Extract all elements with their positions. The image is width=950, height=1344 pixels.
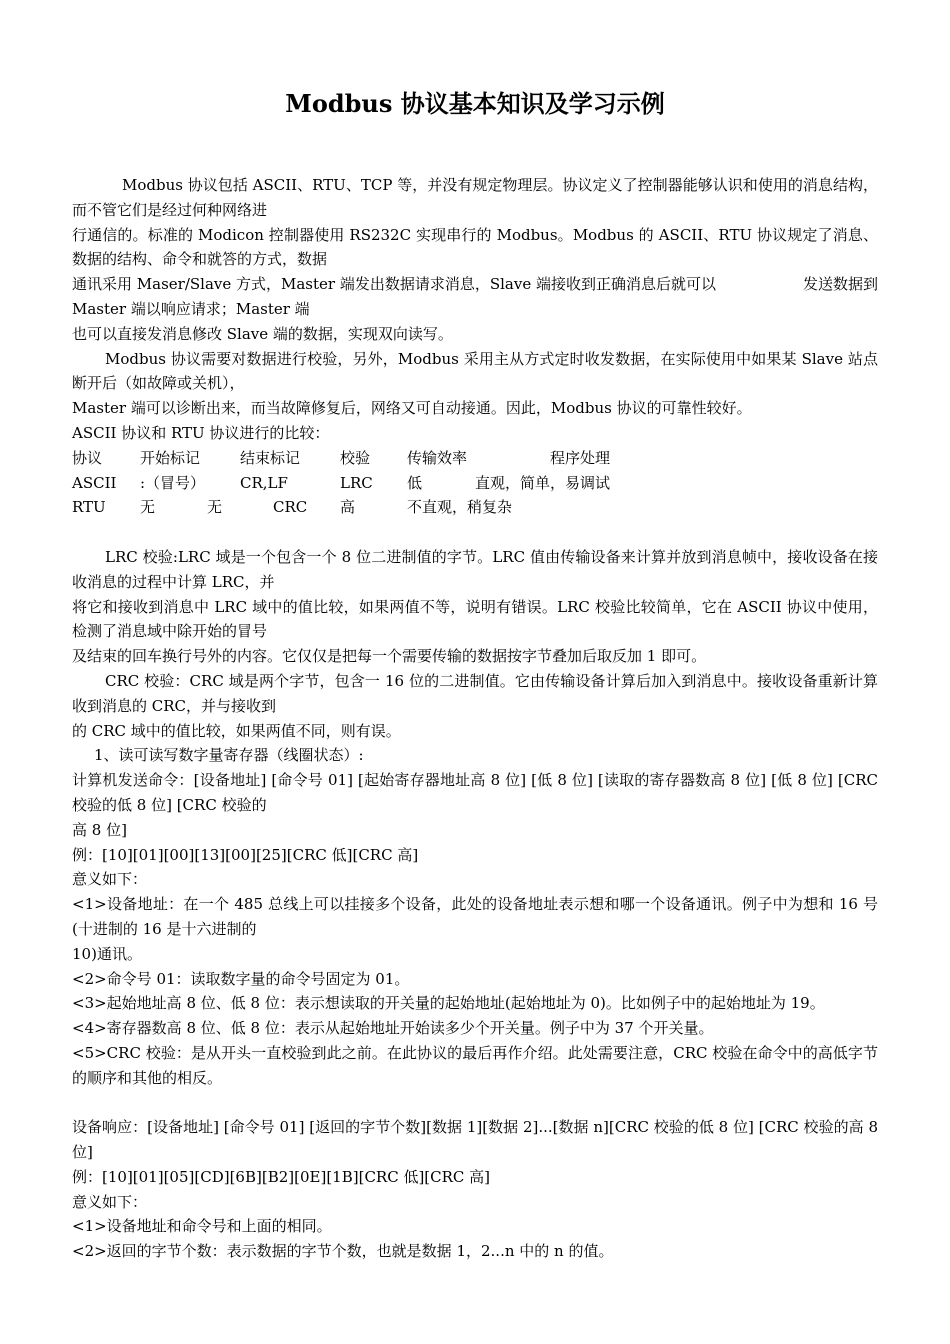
table-header-row bbox=[72, 446, 878, 471]
page-title: Modbus 协议基本知识及学习示例 bbox=[285, 89, 665, 118]
table-header-cell: 程序处理 bbox=[550, 448, 611, 467]
table-header-cell: 结束标记 bbox=[240, 448, 301, 467]
table-header-cell: 开始标记 bbox=[140, 448, 201, 467]
paragraph: Master 端可以诊断出来，而当故障修复后，网络又可自动接通。因此，Modbus 协议的可靠性较好。 bbox=[72, 399, 752, 418]
paragraph-text: 发送数据到 bbox=[802, 275, 878, 294]
paragraph: Modbus 协议包括 ASCII、RTU、TCP 等，并没有规定物理层。协议定义了控制器能够认识和使用的消息结构，而不管它们是经过何种网络进 bbox=[72, 176, 878, 219]
table-cell: RTU bbox=[72, 498, 106, 517]
table-cell: 无 bbox=[140, 498, 156, 517]
table-cell: CRC bbox=[273, 498, 308, 517]
paragraph: 及结束的回车换行号外的内容。它仅仅是把每一个需要传输的数据按字节叠加后取反加 1 即可。 bbox=[72, 647, 707, 666]
paragraph: 计算机发送命令：[设备地址] [命令号 01] [起始寄存器地址高 8 位] [低 8 位] [读取的寄存器数高 8 位] [低 8 位] [CRC 校验的低 8 位] [CRC 校验的 bbox=[72, 771, 878, 814]
table-header-cell: 传输效率 bbox=[407, 448, 468, 467]
paragraph: <1>设备地址和命令号和上面的相同。 bbox=[72, 1217, 332, 1236]
spacer bbox=[72, 1090, 878, 1115]
paragraph-text: 通讯采用 Maser/Slave 方式，Master 端发出数据请求消息，Slave 端接收到正确消息后就可以 bbox=[72, 275, 716, 294]
table-cell: 直观，简单，易调试 bbox=[475, 473, 611, 492]
paragraph: <1>设备地址：在一个 485 总线上可以挂接多个设备，此处的设备地址表示想和哪一个设备通讯。例子中为想和 16 号(十进制的 16 是十六进制的 bbox=[72, 895, 878, 938]
paragraph: 高 8 位] bbox=[72, 820, 127, 839]
table-cell: :（冒号） bbox=[140, 473, 206, 492]
paragraph: 也可以直接发消息修改 Slave 端的数据，实现双向读写。 bbox=[72, 324, 453, 343]
paragraph: <3>起始地址高 8 位、低 8 位：表示想读取的开关量的起始地址(起始地址为 0)。比如例子中的起始地址为 19。 bbox=[72, 994, 825, 1013]
paragraph: 例：[10][01][00][13][00][25][CRC 低][CRC 高] bbox=[72, 845, 419, 864]
table-cell: CR,LF bbox=[240, 473, 288, 492]
paragraph: 例：[10][01][05][CD][6B][B2][0E][1B][CRC 低][CRC 高] bbox=[72, 1167, 491, 1186]
paragraph: Modbus 协议需要对数据进行校验，另外，Modbus 采用主从方式定时收发数据，在实际使用中如果某 Slave 站点断开后（如故障或关机）， bbox=[72, 349, 878, 393]
table-cell: 低 bbox=[407, 473, 423, 492]
paragraph: <2>命令号 01：读取数字量的命令号固定为 01。 bbox=[72, 969, 410, 988]
table-cell: 不直观，稍复杂 bbox=[407, 498, 513, 517]
table-cell: 无 bbox=[207, 498, 223, 517]
table-header-cell: 协议 bbox=[72, 448, 103, 467]
paragraph: 设备响应：[设备地址] [命令号 01] [返回的字节个数][数据 1][数据 2]...[数据 n][CRC 校验的低 8 位] [CRC 校验的高 8 位] bbox=[72, 1118, 878, 1162]
table-row bbox=[72, 495, 878, 520]
spacer bbox=[72, 520, 878, 545]
paragraph: <2>返回的字节个数：表示数据的字节个数，也就是数据 1，2...n 中的 n 的值。 bbox=[72, 1242, 614, 1261]
paragraph: <5>CRC 校验：是从开头一直校验到此之前。在此协议的最后再作介绍。此处需要注意，CRC 校验在命令中的高低字节的顺序和其他的相反。 bbox=[72, 1043, 878, 1087]
paragraph: LRC 校验:LRC 域是一个包含一个 8 位二进制值的字节。LRC 值由传输设备来计算并放到消息帧中，接收设备在接收消息的过程中计算 LRC，并 bbox=[72, 547, 878, 591]
paragraph: CRC 校验：CRC 域是两个字节，包含一 16 位的二进制值。它由传输设备计算后加入到消息中。接收设备重新计算收到消息的 CRC，并与接收到 bbox=[72, 671, 878, 715]
table-cell: ASCII bbox=[72, 473, 117, 492]
paragraph: 意义如下： bbox=[72, 1192, 148, 1211]
table-cell: 高 bbox=[340, 498, 356, 517]
table-row bbox=[72, 471, 878, 496]
paragraph: 行通信的。标准的 Modicon 控制器使用 RS232C 实现串行的 Modbus。Modbus 的 ASCII、RTU 协议规定了消息、数据的结构、命令和就答的方式，数据 bbox=[72, 225, 878, 269]
compare-table bbox=[72, 446, 878, 520]
paragraph: 10)通讯。 bbox=[72, 944, 142, 963]
paragraph: 将它和接收到消息中 LRC 域中的值比较，如果两值不等，说明有错误。LRC 校验比较简单，它在 ASCII 协议中使用，检测了消息域中除开始的冒号 bbox=[72, 597, 878, 641]
paragraph bbox=[72, 272, 878, 297]
paragraph: 的 CRC 域中的值比较，如果两值不同，则有误。 bbox=[72, 721, 401, 740]
paragraph: Master 端以响应请求；Master 端 bbox=[72, 299, 310, 318]
section-heading: 1、读可读写数字量寄存器（线圈状态）: bbox=[94, 746, 364, 765]
table-cell: LRC bbox=[340, 473, 373, 492]
paragraph: <4>寄存器数高 8 位、低 8 位：表示从起始地址开始读多少个开关量。例子中为 37 个开关量。 bbox=[72, 1019, 714, 1038]
paragraph: ASCII 协议和 RTU 协议进行的比较： bbox=[72, 423, 330, 442]
paragraph: 意义如下： bbox=[72, 870, 148, 889]
document-body bbox=[72, 173, 878, 1264]
table-header-cell: 校验 bbox=[340, 448, 371, 467]
